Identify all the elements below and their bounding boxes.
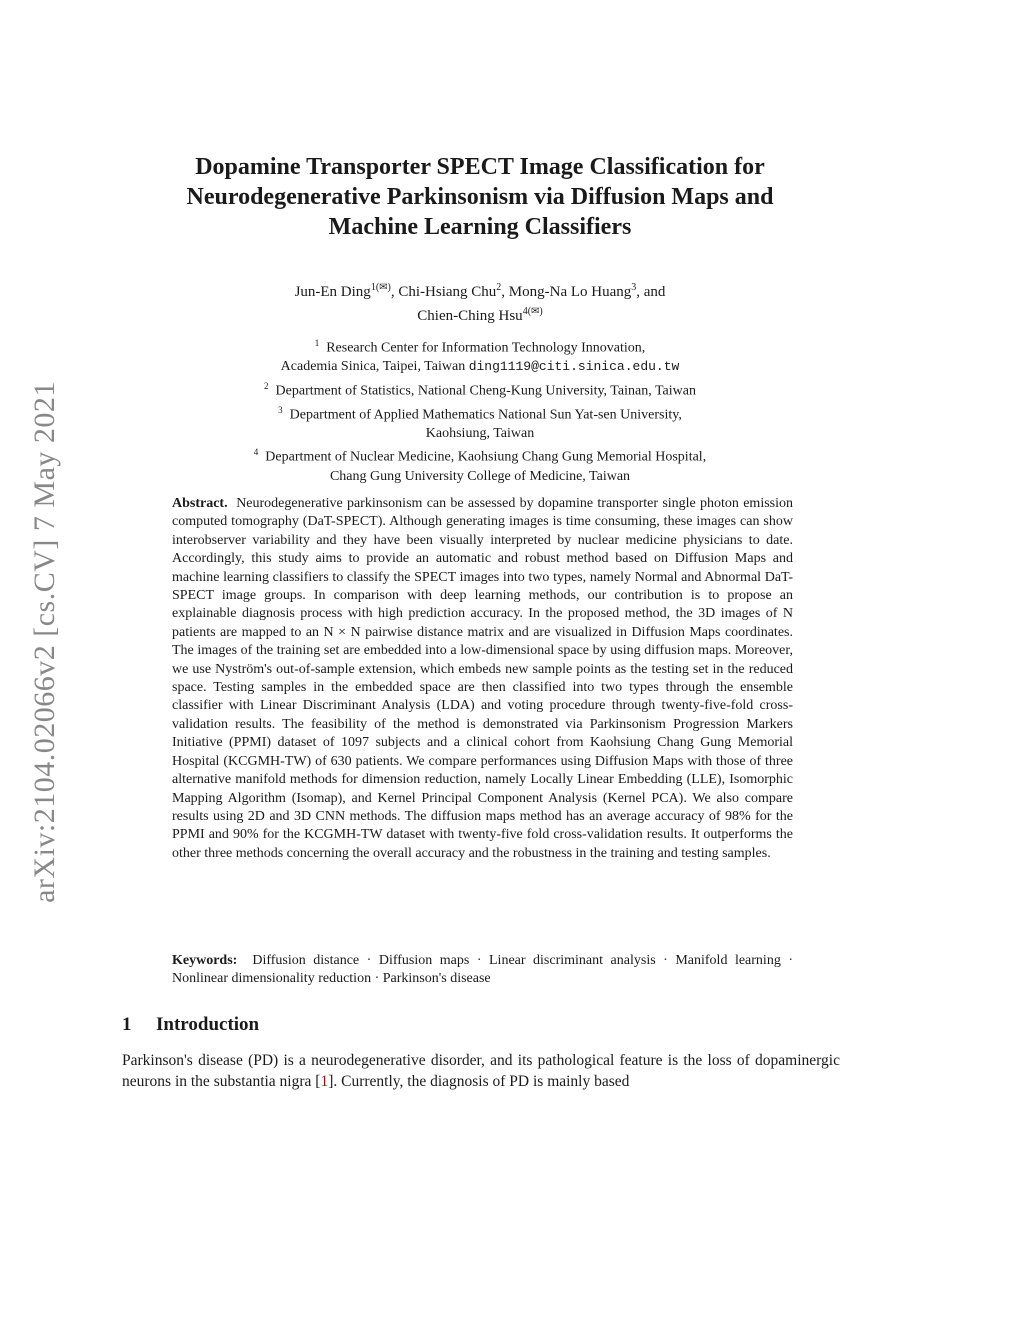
author-name: Chien-Ching Hsu	[417, 308, 523, 324]
affiliation-line: Chang Gung University College of Medicine, Taiwan	[329, 468, 631, 484]
author-name: Jun-En Ding	[294, 284, 371, 300]
author-affil-mark: 3	[631, 282, 637, 293]
affiliation-line: Research Center for Information Technology Innovation,	[326, 340, 646, 356]
author-affil-mark: 4(✉)	[522, 306, 543, 317]
intro-text: Parkinson's disease (PD) is a neurodegenerative disorder, and its pathological feature is the loss of dopaminergic neurons in the substantia nigra [	[122, 1052, 840, 1090]
author-list	[200, 278, 760, 326]
section-title: Introduction	[156, 1014, 260, 1035]
intro-text: ]. Currently, the diagnosis of PD is mainly based	[328, 1073, 630, 1090]
affiliation-number: 2	[264, 380, 269, 391]
affiliation-line: Kaohsiung, Taiwan	[425, 425, 535, 441]
affiliation-line: Department of Nuclear Medicine, Kaohsiung Chang Gung Memorial Hospital,	[265, 450, 707, 466]
keywords	[172, 952, 793, 989]
abstract-label: Abstract.	[172, 496, 228, 511]
abstract	[172, 495, 793, 863]
affiliation-item	[170, 443, 790, 486]
affiliation-line: Department of Statistics, National Cheng-Kung University, Tainan, Taiwan	[275, 383, 696, 399]
arxiv-side-stamp: arXiv:2104.02066v2 [cs.CV] 7 May 2021	[28, 381, 61, 903]
abstract-text: Neurodegenerative parkinsonism can be assessed by dopamine transporter single photon emission computed tomography (DaT-SPECT). Although generating images is time consuming, these images can show interobserver variability and they have been visually interpreted by nuclear medicine physicians to date. Accordingly, this study aims to provide an automatic and robust method based on Diffusion Maps and machine learning classifiers to classify the SPECT images into two types, namely Normal and Abnormal DaT-SPECT image groups. In comparison with deep learning methods, our contribution is to propose an explainable diagnosis process with high prediction accuracy. In the proposed method, the 3D images of N patients are mapped to an N × N pairwise distance matrix and are visualized in Diffusion Maps coordinates. The images of the training set are embedded into a low-dimensional space by using diffusion maps. Moreover, we use Nyström's out-of-sample extension, which embeds new sample points as the testing set in the reduced space. Testing samples in the embedded space are then classified into two types through the ensemble classifier with Linear Discriminant Analysis (LDA) and voting procedure through twenty-five-fold cross-validation results. The feasibility of the method is demonstrated via Parkinsonism Progression Markers Initiative (PPMI) dataset of 1097 subjects and a clinical cohort from Kaohsiung Chang Gung Memorial Hospital (KCGMH-TW) of 630 patients. We compare performances using Diffusion Maps with those of three alternative manifold methods for dimension reduction, namely Locally Linear Embedding (LLE), Isomorphic Mapping Algorithm (Isomap), and Kernel Principal Component Analysis (Kernel PCA). We also compare results using 2D and 3D CNN methods. The diffusion maps method has an average accuracy of 98% for the PPMI and 90% for the KCGMH-TW dataset with twenty-five fold cross-validation results. It outperforms the other three methods concerning the overall accuracy and the robustness in the training and testing samples.	[172, 496, 793, 861]
affiliation-item	[170, 401, 790, 444]
affiliation-line: Academia Sinica, Taipei, Taiwan	[280, 359, 469, 375]
affiliation-number: 4	[253, 447, 259, 458]
paper-title: Dopamine Transporter SPECT Image Classification for Neurodegenerative Parkinsonism via Diffusion Maps and Machine Learning Classifiers	[186, 154, 774, 240]
affiliation-number: 3	[278, 404, 283, 415]
author-affil-mark: 2	[496, 282, 502, 293]
section-number: 1	[122, 1014, 132, 1035]
affiliation-line: Department of Applied Mathematics National Sun Yat-sen University,	[289, 407, 682, 423]
citation-link[interactable]: 1	[320, 1073, 329, 1090]
keywords-label: Keywords:	[172, 953, 238, 968]
section-heading	[122, 1014, 259, 1036]
affiliation-item	[170, 334, 790, 377]
author-affil-mark: 1(✉)	[370, 282, 391, 293]
affiliation-number: 1	[314, 338, 320, 348]
keywords-text: Diffusion distance · Diffusion maps · Linear discriminant analysis · Manifold learning · Nonlinear dimensionality reduction · Parkinson's disease	[172, 953, 794, 987]
affiliation-list	[170, 334, 790, 486]
author-name: Chi-Hsiang Chu	[398, 284, 497, 300]
author-name: Mong-Na Lo Huang	[508, 284, 632, 300]
author-separator: ,	[501, 284, 509, 300]
author-separator: , and	[636, 284, 666, 300]
affiliation-item	[170, 377, 790, 401]
intro-paragraph	[122, 1050, 840, 1092]
author-separator: ,	[390, 284, 399, 300]
email-link[interactable]: ding1119@citi.sinica.edu.tw	[468, 359, 680, 375]
